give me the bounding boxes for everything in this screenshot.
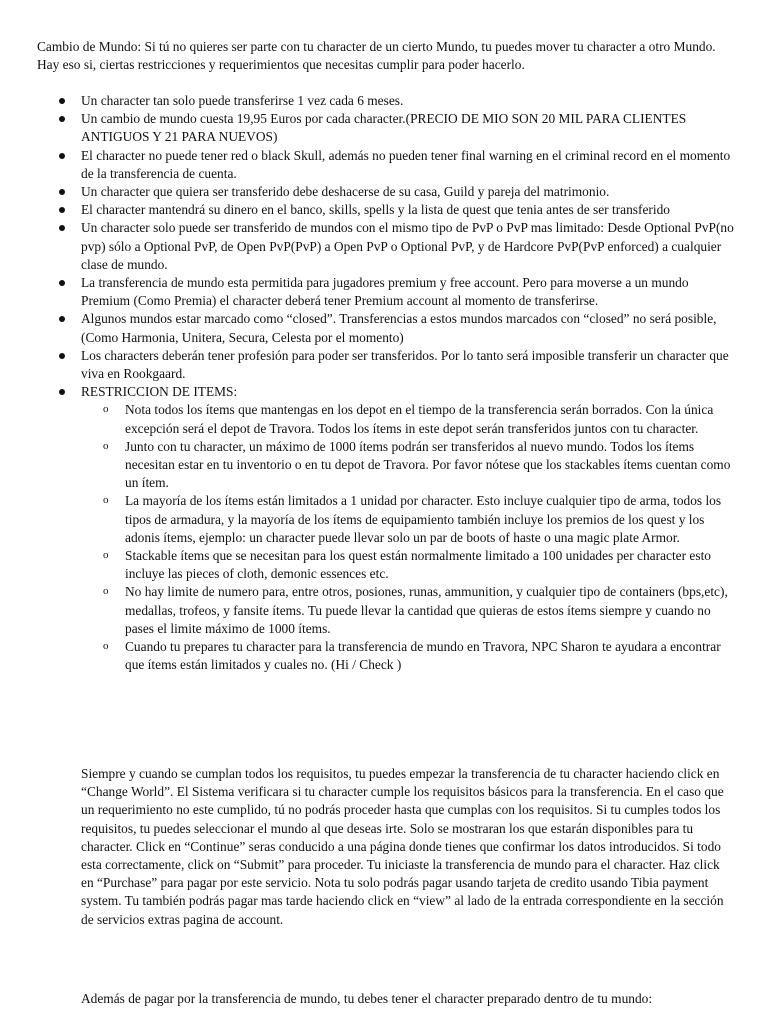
sub-list-item: o Nota todos los ítems que mantengas en los depot en el tiempo de la transferencia serán borrados. Con la única excepción será el depot de Travora. Todos los ítems in este depot serán transferidos juntos con tu character.	[81, 401, 740, 437]
requirements-list	[0, 92, 740, 675]
list-item: Un character tan solo puede transferirse 1 vez cada 6 meses.	[0, 92, 740, 110]
list-item	[0, 383, 740, 674]
body-paragraph: Además de pagar por la transferencia de mundo, tu debes tener el character preparado dentro de tu mundo:	[81, 991, 653, 1006]
body-paragraph: Siempre y cuando se cumplan todos los requisitos, tu puedes empezar la transferencia de tu character haciendo click en “Change World”. El Sistema verificara si tu character cumple los requisitos básicos para la transferencia. En el caso que un requerimiento no este cumplido, tú no podrás proceder hasta que cumplas con los requisitos. Si tu cumples todos los requisitos, tu puedes seleccionar el mundo al que deseas irte. Solo se mostraran los que estarán disponibles para tu character. Click en “Continue” seras conducido a una página donde tienes que confirmar los datos introducidos. Si todo esta correctamente, click on “Submit” para proceder. Tu iniciaste la transferencia de mundo para el character. Haz click en “Purchase” para pagar por este servicio. Nota tu solo podrás pagar usando tarjeta de credito usando Tibia payment system. Tu también podrás pagar mas tarde haciendo click en “view” al lado de la entrada correspondiente en la sección de servicios extras pagina de account.	[81, 766, 724, 927]
list-item: El character no puede tener red o black Skull, además no pueden tener final warning en el criminal record en el momento de la transferencia de cuenta.	[0, 147, 740, 183]
sub-list-item: o Cuando tu prepares tu character para la transferencia de mundo en Travora, NPC Sharon te ayudara a encontrar que ítems están limitados y cuales no. (Hi / Check )	[81, 638, 740, 674]
sub-list-item: o No hay limite de numero para, entre otros, posiones, runas, ammunition, y cualquier tipo de containers (bps,etc), medallas, trofeos, y fansite ítems. Tu puede llevar la cantidad que quieras de estos ítems siempre y cuando no pases el limite máximo de 1000 ítems.	[81, 583, 740, 638]
list-item: La transferencia de mundo esta permitida para jugadores premium y free account. Pero para moverse a un mundo Premium (Como Premia) el character deberá tener Premium account al momento de transferirse.	[0, 274, 740, 310]
list-item: Algunos mundos estar marcado como “closed”. Transferencias a estos mundos marcados con “closed” no será posible, (Como Harmonia, Unitera, Secura, Celesta por el momento)	[0, 310, 740, 346]
restrictions-heading: RESTRICCION DE ITEMS:	[81, 384, 238, 400]
sub-list-item: o La mayoría de los ítems están limitados a 1 unidad por character. Esto incluye cualquier tipo de arma, todos los tipos de armadura, y la mayoría de los ítems de equipamiento también incluye los premios de los quest y los adonis ítems, ejemplo: un character puede llevar solo un par de boots of haste o una magic plate Armor.	[81, 492, 740, 547]
list-item: Un character que quiera ser transferido debe deshacerse de su casa, Guild y pareja del matrimonio.	[0, 183, 740, 201]
sub-list-item: o Stackable ítems que se necesitan para los quest están normalmente limitado a 100 unidades per character esto incluye las pieces of cloth, demonic essences etc.	[81, 547, 740, 583]
list-item: Un character solo puede ser transferido de mundos con el mismo tipo de PvP o PvP mas limitado: Desde Optional PvP(no pvp) sólo a Optional PvP, de Open PvP(PvP) a Open PvP o Optional PvP, y de Hardcore PvP(PvP enforced) a cualquier clase de mundo.	[0, 219, 740, 274]
restrictions-sublist	[81, 401, 740, 674]
list-item: El character mantendrá su dinero en el banco, skills, spells y la lista de quest que tenia antes de ser transferido	[0, 201, 740, 219]
sub-list-item: o Junto con tu character, un máximo de 1000 ítems podrán ser transferidos al nuevo mundo. Todos los ítems necesitan estar en tu inventorio o en tu depot de Travora. Por favor nótese que los stackables ítems cuentan como un ítem.	[81, 438, 740, 493]
intro-paragraph: Cambio de Mundo: Si tú no quieres ser parte con tu character de un cierto Mundo, tu puedes mover tu character a otro Mundo. Hay eso si, ciertas restricciones y requerimientos que necesitas cumplir para poder hacerlo.	[37, 39, 716, 73]
list-item: Los characters deberán tener profesión para poder ser transferidos. Por lo tanto será imposible transferir un character que viva en Rookgaard.	[0, 347, 740, 383]
list-item: Un cambio de mundo cuesta 19,95 Euros por cada character.(PRECIO DE MIO SON 20 MIL PARA CLIENTES ANTIGUOS Y 21 PARA NUEVOS)	[0, 110, 740, 146]
